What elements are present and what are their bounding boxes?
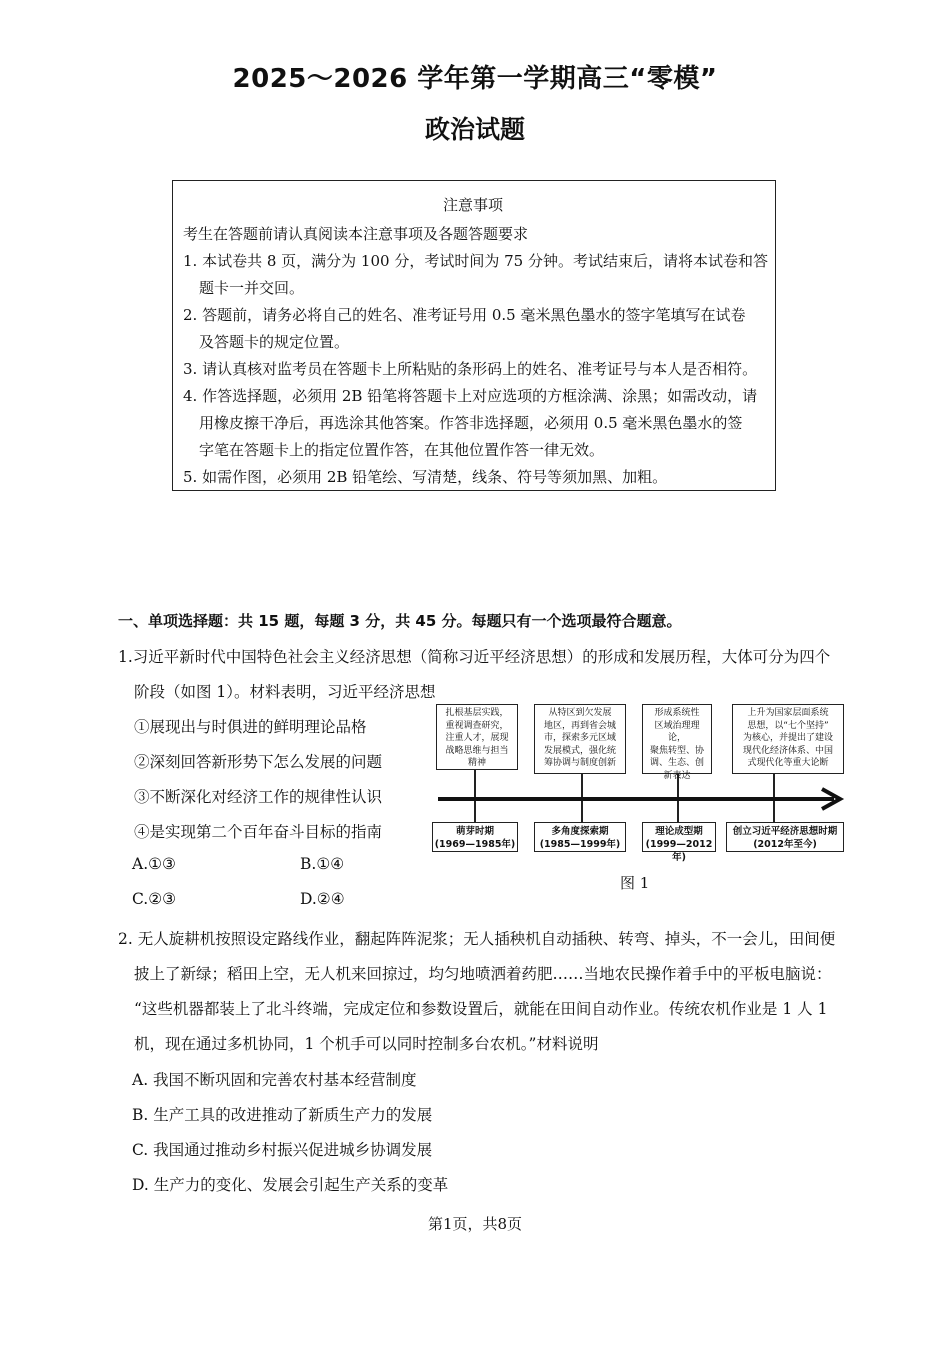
q2-stem-line: 披上了新绿；稻田上空，无人机来回掠过，均匀地喷洒着药肥……当地农民操作着手中的平板电脑说： [134,965,832,983]
q1-option-a: A.①③ [132,855,176,873]
q2-option-a: A. 我国不断巩固和完善农村基本经营制度 [132,1071,417,1089]
q1-option-c: C.②③ [132,890,177,908]
timeline-period-box: 理论成型期 (1999—2012年) [642,822,716,852]
q1-statement: ②深刻回答新形势下怎么发展的问题 [134,753,383,771]
notice-line: 1. 本试卷共 8 页，满分为 100 分，考试时间为 75 分钟。考试结束后，请将本试卷和答 [183,252,768,270]
notice-line: 4. 作答选择题，必须用 2B 铅笔将答题卡上对应选项的方框涂满、涂黑；如需改动，请 [183,387,758,405]
notice-line: 2. 答题前，请务必将自己的姓名、准考证号用 0.5 毫米黑色墨水的签字笔填写在试卷 [183,306,746,324]
q2-option-b: B. 生产工具的改进推动了新质生产力的发展 [132,1106,433,1124]
timeline-arrow-icon [430,784,850,814]
timeline-desc-box: 从特区到欠发展 地区，再到省会城 市，探索多元区域 发展模式，强化统 筹协调与制度创新 [534,704,626,774]
q1-option-d: D.②④ [300,890,345,908]
q1-stem-line: 阶段（如图 1）。材料表明，习近平经济思想 [134,683,436,701]
q1-statement: ①展现出与时俱进的鲜明理论品格 [134,718,367,736]
notice-heading: 注意事项 [442,196,503,214]
q2-stem-line: “这些机器都装上了北斗终端，完成定位和参数设置后，就能在田间自动作业。传统农机作业是 1 人 1 [134,1000,828,1018]
timeline-period-box: 萌芽时期 (1969—1985年) [432,822,518,852]
notice-line: 用橡皮擦干净后，再选涂其他答案。作答非选择题，必须用 0.5 毫米黑色墨水的签 [199,414,743,432]
q1-option-b: B.①④ [300,855,345,873]
timeline-desc-box: 上升为国家层面系统 思想，以“七个坚持” 为核心，并提出了建设 现代化经济体系、中国 式现代化等重大论断 [732,704,844,774]
notice-line: 及答题卡的规定位置。 [199,333,350,351]
q2-option-c: C. 我国通过推动乡村振兴促进城乡协调发展 [132,1141,433,1159]
notice-line: 5. 如需作图，必须用 2B 铅笔绘、写清楚，线条、符号等须加黑、加粗。 [183,468,668,486]
timeline-period-box: 创立习近平经济思想时期 (2012年至今) [726,822,844,852]
q1-stem-line: 1.习近平新时代中国特色社会主义经济思想（简称习近平经济思想）的形成和发展历程，大体可分为四个 [118,648,831,666]
q2-stem-line: 机，现在通过多机协同，1 个机手可以同时控制多台农机。”材料说明 [134,1035,599,1053]
q1-statement: ③不断深化对经济工作的规律性认识 [134,788,383,806]
q1-statement: ④是实现第二个百年奋斗目标的指南 [134,823,383,841]
notice-box [172,180,776,491]
section-heading: 一、单项选择题：共 15 题，每题 3 分，共 45 分。每题只有一个选项最符合题意。 [118,612,682,630]
notice-intro: 考生在答题前请认真阅读本注意事项及各题答题要求 [183,225,529,243]
notice-line: 3. 请认真核对监考员在答题卡上所粘贴的条形码上的姓名、准考证号与本人是否相符。 [183,360,758,378]
timeline-figure [430,698,850,898]
notice-line: 题卡一并交回。 [199,279,305,297]
exam-subject: 政治试题 [424,115,525,144]
exam-title: 2025～2026 学年第一学期高三“零模” [232,64,718,94]
q2-stem-line: 2. 无人旋耕机按照设定路线作业，翻起阵阵泥浆；无人插秧机自动插秧、转弯、掉头，不一会儿，田间便 [118,930,836,948]
timeline-period-box: 多角度探索期 (1985—1999年) [534,822,626,852]
timeline-desc-box: 扎根基层实践， 重视调查研究， 注重人才，展现 战略思维与担当 精神 [436,704,518,770]
notice-line: 字笔在答题卡上的指定位置作答，在其他位置作答一律无效。 [199,441,605,459]
figure-caption: 图 1 [620,874,650,892]
page-number: 第1页，共8页 [427,1215,523,1233]
timeline-desc-box: 形成系统性 区域治理理论， 聚焦转型、协 调、生态、创 新表达 [642,704,712,774]
q2-option-d: D. 生产力的变化、发展会引起生产关系的变革 [132,1176,449,1194]
